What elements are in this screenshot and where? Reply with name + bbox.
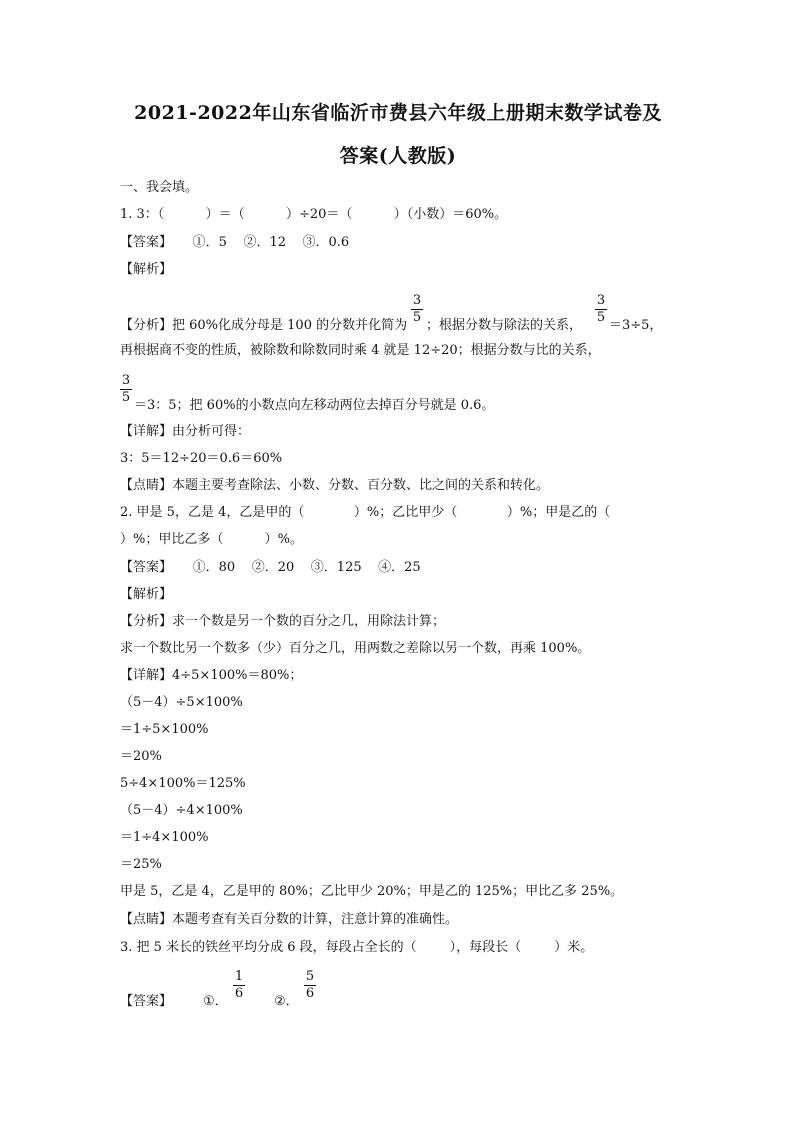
q3-answer-label: 【答案】 bbox=[120, 994, 173, 1009]
q1-analysis-line3: ＝3：5；把 60%的小数点向左移动两位去掉百分号就是 0.6。 bbox=[134, 398, 495, 413]
q2-step: （5－4）÷5×100% bbox=[120, 695, 243, 710]
q2-analysis-label: 【解析】 bbox=[120, 587, 173, 602]
q1-answer: 【答案】 ①．5 ②．12 ③．0.6 bbox=[120, 235, 350, 250]
q2-step: ＝20% bbox=[120, 749, 162, 764]
q2-step: 【详解】4÷5×100%＝80%； bbox=[120, 668, 303, 683]
q1-fraction-b bbox=[595, 294, 607, 325]
q1-fraction-a bbox=[411, 294, 423, 325]
fraction-denominator: 6 bbox=[234, 986, 244, 1001]
q2-step: ＝1÷5×100% bbox=[120, 722, 209, 737]
q3-answer-1: ①． bbox=[203, 994, 228, 1009]
fraction-numerator: 3 bbox=[596, 293, 606, 308]
q2-answer: 【答案】 ①．80 ②．20 ③．125 ④．25 bbox=[120, 560, 421, 575]
q2-summary: 甲是 5，乙是 4，乙是甲的 80%；乙比甲少 20%；甲是乙的 125%；甲比乙多 25%。 bbox=[120, 884, 624, 899]
q2-step: ＝1÷4×100% bbox=[120, 830, 209, 845]
q1-comment: 【点睛】本题主要考查除法、小数、分数、百分数、比之间的关系和转化。 bbox=[120, 478, 550, 493]
q1-analysis-line1c: ＝3÷5， bbox=[609, 318, 663, 333]
fraction-numerator: 3 bbox=[121, 373, 131, 388]
fraction-numerator: 5 bbox=[305, 969, 315, 984]
fraction-denominator: 5 bbox=[596, 310, 606, 325]
q1-analysis-label: 【解析】 bbox=[120, 262, 173, 277]
q1-fraction-c bbox=[120, 374, 132, 405]
fraction-numerator: 3 bbox=[412, 293, 422, 308]
fraction-numerator: 1 bbox=[234, 969, 244, 984]
q1-detail-calc: 3：5＝12÷20＝0.6＝60% bbox=[120, 451, 283, 466]
q1-question: 1. 3：（ ）＝（ ）÷20＝（ ）（小数）＝60%。 bbox=[120, 207, 508, 222]
section-heading: 一、我会填。 bbox=[120, 180, 199, 195]
q1-detail: 【详解】由分析可得： bbox=[120, 424, 251, 439]
document-title-line2: 答案(人教版) bbox=[339, 145, 457, 167]
q3-fraction-2 bbox=[304, 970, 316, 1001]
q2-step: （5－4）÷4×100% bbox=[120, 803, 243, 818]
q2-question-line2: ）%；甲比乙多（ ）%。 bbox=[120, 532, 304, 547]
fraction-denominator: 5 bbox=[412, 310, 422, 325]
q1-analysis-line1a: 【分析】把 60%化成分母是 100 的分数并化简为 bbox=[120, 318, 408, 333]
q3-fraction-1 bbox=[233, 970, 245, 1001]
fraction-denominator: 6 bbox=[305, 986, 315, 1001]
q2-question-line1: 2. 甲是 5，乙是 4，乙是甲的（ ）%；乙比甲少（ ）%；甲是乙的（ bbox=[120, 505, 611, 520]
q2-analysis-line2: 求一个数比另一个数多（少）百分之几，用两数之差除以另一个数，再乘 100%。 bbox=[120, 641, 591, 656]
q2-analysis-line1: 【分析】求一个数是另一个数的百分之几，用除法计算； bbox=[120, 614, 446, 629]
fraction-denominator: 5 bbox=[121, 390, 131, 405]
q3-answer-2: ②． bbox=[274, 994, 299, 1009]
q2-step: 5÷4×100%＝125% bbox=[120, 776, 246, 791]
q3-question: 3. 把 5 米长的铁丝平均分成 6 段，每段占全长的（ ），每段长（ ）米。 bbox=[120, 940, 594, 955]
document-title-line1: 2021-2022年山东省临沂市费县六年级上册期末数学试卷及 bbox=[134, 102, 662, 124]
q1-analysis-line1b: ；根据分数与除法的关系， bbox=[426, 318, 583, 333]
q2-comment: 【点睛】本题考查有关百分数的计算，注意计算的准确性。 bbox=[120, 912, 459, 927]
q1-analysis-line2: 再根据商不变的性质，被除数和除数同时乘 4 就是 12÷20；根据分数与比的关系， bbox=[120, 343, 601, 358]
q2-step: ＝25% bbox=[120, 857, 162, 872]
